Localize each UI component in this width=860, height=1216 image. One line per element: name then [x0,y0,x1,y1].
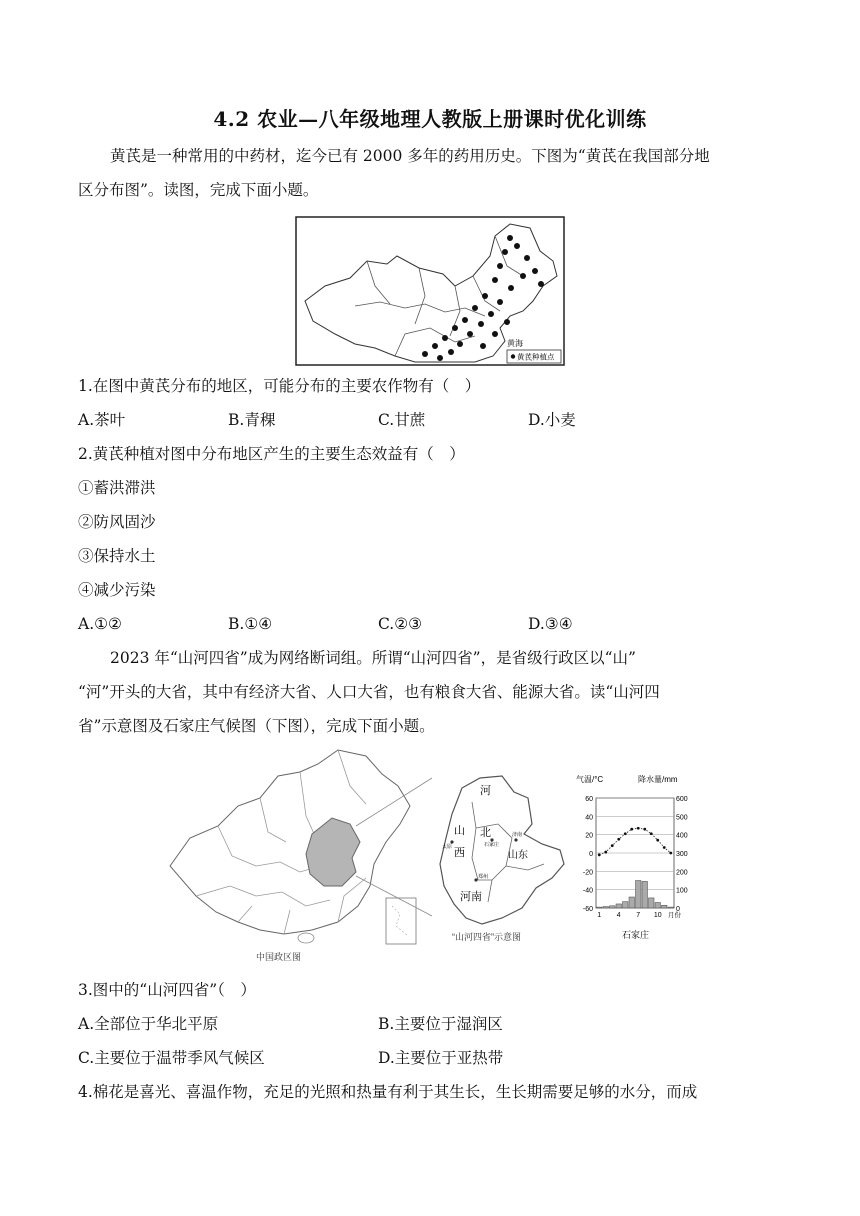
province-he-label: 河 [480,784,491,797]
china-map-caption: 中国政区图 [256,952,302,962]
precip-bar [649,898,655,908]
temperature-line [599,828,671,855]
precip-tick-label: 500 [676,814,688,822]
temperature-point [643,828,646,831]
temp-tick-label: -40 [582,887,593,895]
temp-axis-label: 气温/°C [576,775,604,784]
precip-tick-label: 600 [676,796,688,803]
q2-item-3: ③保持水土 [78,547,156,565]
q2-option-c[interactable]: C.②③ [378,615,423,633]
month-tick-label: 10 [653,912,662,919]
temp-tick-label: -20 [582,869,593,877]
city-jinan-dot [514,838,517,841]
province-bei-label: 北 [480,826,491,839]
temperature-point [624,832,627,835]
province-shan-label: 山 [454,824,465,837]
province-henan-label: 河南 [460,890,482,903]
q3-stem: 3.图中的“山河四省”（ ） [78,981,256,999]
city-jinan-label: 济南 [512,832,523,838]
temperature-point [650,832,653,835]
temp-tick-label: -60 [582,906,593,913]
temp-tick-label: 40 [585,814,593,822]
hainan-island [298,933,314,943]
temperature-point [637,827,640,830]
precip-bar [597,907,603,908]
sea-label: 黄海 [507,339,523,348]
q3-option-a[interactable]: A.全部位于华北平原 [78,1015,219,1033]
chart-city-label: 石家庄 [622,930,650,940]
intro2-line2: “河”开头的大省，其中有经济大省、人口大省，也有粮食大省、能源大省。读“山河四 [78,683,660,701]
province-shandong-label: 山东 [508,850,528,861]
precip-bar [629,897,635,908]
intro1-line2: 区分布图”。读图，完成下面小题。 [78,181,319,199]
precip-tick-label: 0 [676,906,680,913]
precip-bar [616,904,622,908]
temperature-point [611,844,614,847]
temperature-point [669,852,672,855]
q1-option-c[interactable]: C.甘蔗 [378,411,426,429]
q1-option-d[interactable]: D.小麦 [528,411,576,429]
q2-option-d[interactable]: D.③④ [528,615,573,633]
temp-tick-label: 60 [585,796,593,803]
temperature-point [598,853,601,856]
q3-option-c[interactable]: C.主要位于温带季风气候区 [78,1049,265,1067]
inset-caption: “山河四省”示意图 [452,932,521,942]
month-tick-label: 1 [597,912,602,919]
city-taiyuan-label: 太原 [442,844,453,850]
temp-tick-label: 0 [589,851,593,858]
precip-bar [662,905,668,908]
q2-stem: 2.黄芪种植对图中分布地区产生的主要生态效益有（ ） [78,445,465,463]
intro2-line3: 省”示意图及石家庄气候图（下图），完成下面小题。 [78,717,435,735]
precip-tick-label: 300 [676,851,688,858]
temperature-point [630,828,633,831]
temp-tick-label: 20 [585,832,593,840]
q3-option-d[interactable]: D.主要位于亚热带 [378,1049,504,1067]
shanhe-provinces-inset [432,768,572,948]
q2-option-a[interactable]: A.①② [78,615,122,633]
precip-bar [636,881,642,909]
month-unit-label: 月份 [668,912,681,919]
precip-tick-label: 200 [676,869,688,877]
precip-bar [610,906,616,908]
temperature-point [604,851,607,854]
precip-bar [603,907,609,908]
month-tick-label: 7 [636,912,641,919]
intro2-line1: 2023 年“山河四省”成为网络断词组。所谓“山河四省”，是省级行政区以“山” [110,649,636,667]
month-tick-label: 4 [616,912,621,919]
q1-option-b[interactable]: B.青稞 [228,411,276,429]
shanhe-four-provinces-highlight [306,818,360,886]
shijiazhuang-climate-chart [570,772,698,942]
legend-dot-icon [511,354,515,358]
precip-bar [642,881,648,908]
precip-tick-label: 400 [676,832,688,840]
q2-item-4: ④减少污染 [78,581,156,599]
map1-legend-label: 黄芪种植点 [517,352,555,362]
precip-bar [668,907,674,908]
china-political-map [160,746,440,972]
q3-option-b[interactable]: B.主要位于湿润区 [378,1015,503,1033]
temperature-point [663,846,666,849]
page-title: 4.2 农业—八年级地理人教版上册课时优化训练 [213,107,647,131]
temperature-point [617,838,620,841]
q1-stem: 1.在图中黄芪分布的地区，可能分布的主要农作物有（ ） [78,377,481,395]
q2-item-2: ②防风固沙 [78,513,156,531]
intro1-line1: 黄芪是一种常用的中药材，迄今已有 2000 多年的药用历史。下图为“黄芪在我国部分地 [110,147,710,165]
precip-axis-label: 降水量/mm [638,775,678,784]
province-xi-label: 西 [454,846,465,859]
precip-bar [655,903,661,909]
precip-bar [623,902,629,908]
city-shijiazhuang-label: 石家庄 [484,842,500,848]
precip-tick-label: 100 [676,887,688,895]
q4-stem: 4.棉花是喜光、喜温作物，充足的光照和热量有利于其生长，生长期需要足够的水分，而成 [78,1083,698,1101]
temperature-point [656,839,659,842]
astragalus-distribution-map [295,216,565,366]
q1-option-a[interactable]: A.茶叶 [78,411,126,429]
city-zhengzhou-label: 郑州 [478,874,489,880]
q2-option-b[interactable]: B.①④ [228,615,273,633]
q2-item-1: ①蓄洪滞洪 [78,479,156,497]
